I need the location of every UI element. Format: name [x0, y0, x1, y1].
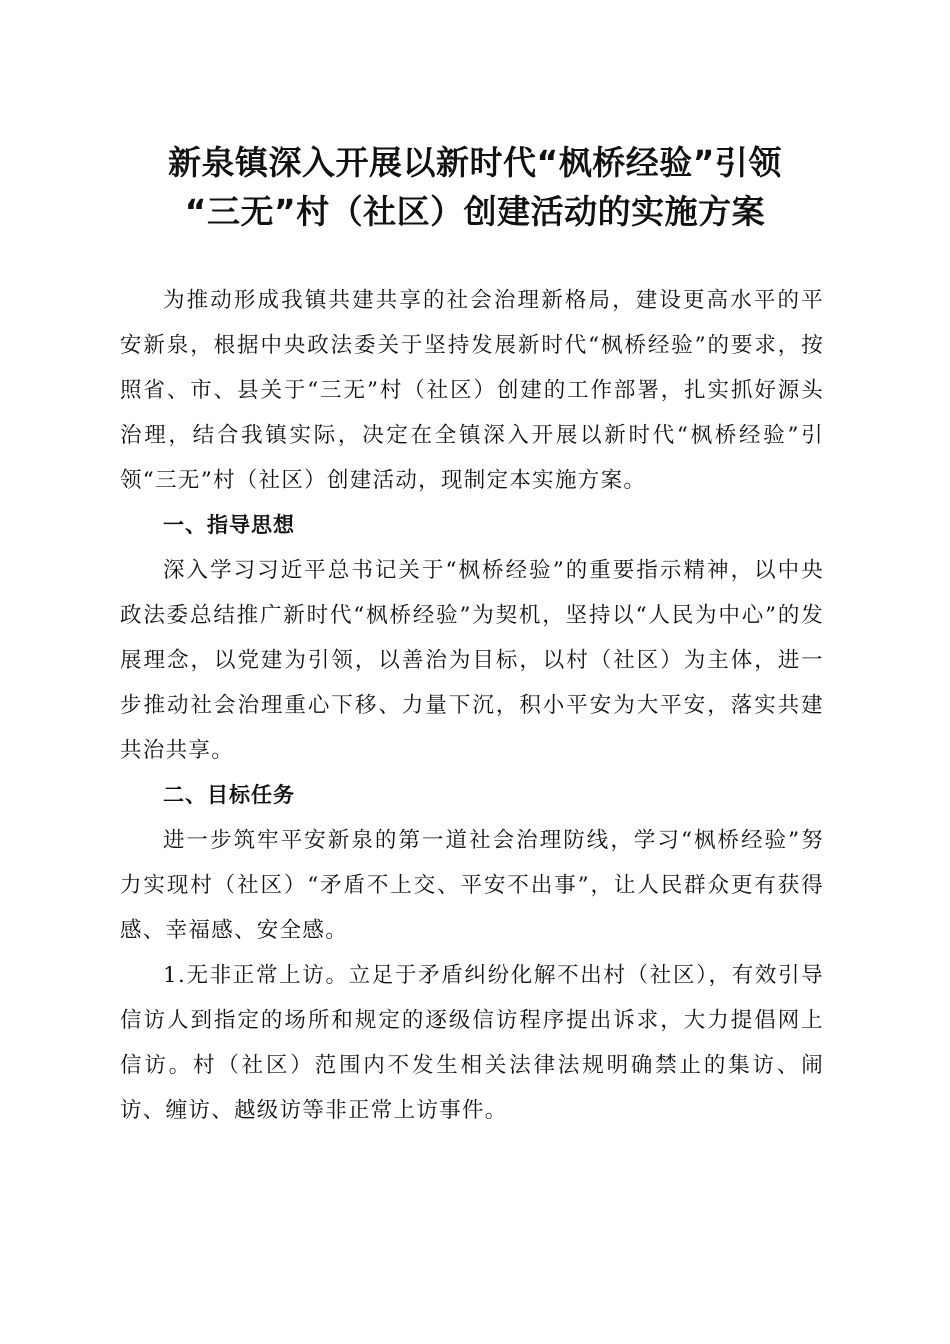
- document-title: [120, 138, 830, 236]
- title-line-2: “三无”村（社区）创建活动的实施方案: [184, 192, 766, 231]
- goal-item-1: 1.无非正常上访。立足于矛盾纠纷化解不出村（社区），有效引导信访人到指定的场所和规定的逐级信访程序提出诉求，大力提倡网上信访。村（社区）范围内不发生相关法律法规明确禁止的集访、闹访、缠访、越级访等非正常上访事件。: [120, 963, 824, 1123]
- document-body: [120, 278, 824, 1133]
- section-heading-guiding-thought: 一、指导思想: [163, 513, 295, 537]
- section-paragraph-goals: 进一步筑牢平安新泉的第一道社会治理防线，学习“枫桥经验”努力实现村（社区）“矛盾不上交、平安不出事”，让人民群众更有获得感、幸福感、安全感。: [120, 828, 824, 943]
- section-heading-goals: 二、目标任务: [163, 783, 295, 807]
- intro-paragraph: 为推动形成我镇共建共享的社会治理新格局，建设更高水平的平安新泉，根据中央政法委关于坚持发展新时代“枫桥经验”的要求，按照省、市、县关于“三无”村（社区）创建的工作部署，扎实抓好源头治理，结合我镇实际，决定在全镇深入开展以新时代“枫桥经验”引领“三无”村（社区）创建活动，现制定本实施方案。: [120, 288, 824, 493]
- title-line-1: 新泉镇深入开展以新时代“枫桥经验”引领: [168, 143, 782, 182]
- section-paragraph-guiding-thought: 深入学习习近平总书记关于“枫桥经验”的重要指示精神，以中央政法委总结推广新时代“枫桥经验”为契机，坚持以“人民为中心”的发展理念，以党建为引领，以善治为目标，以村（社区）为主体，进一步推动社会治理重心下移、力量下沉，积小平安为大平安，落实共建共治共享。: [120, 558, 824, 763]
